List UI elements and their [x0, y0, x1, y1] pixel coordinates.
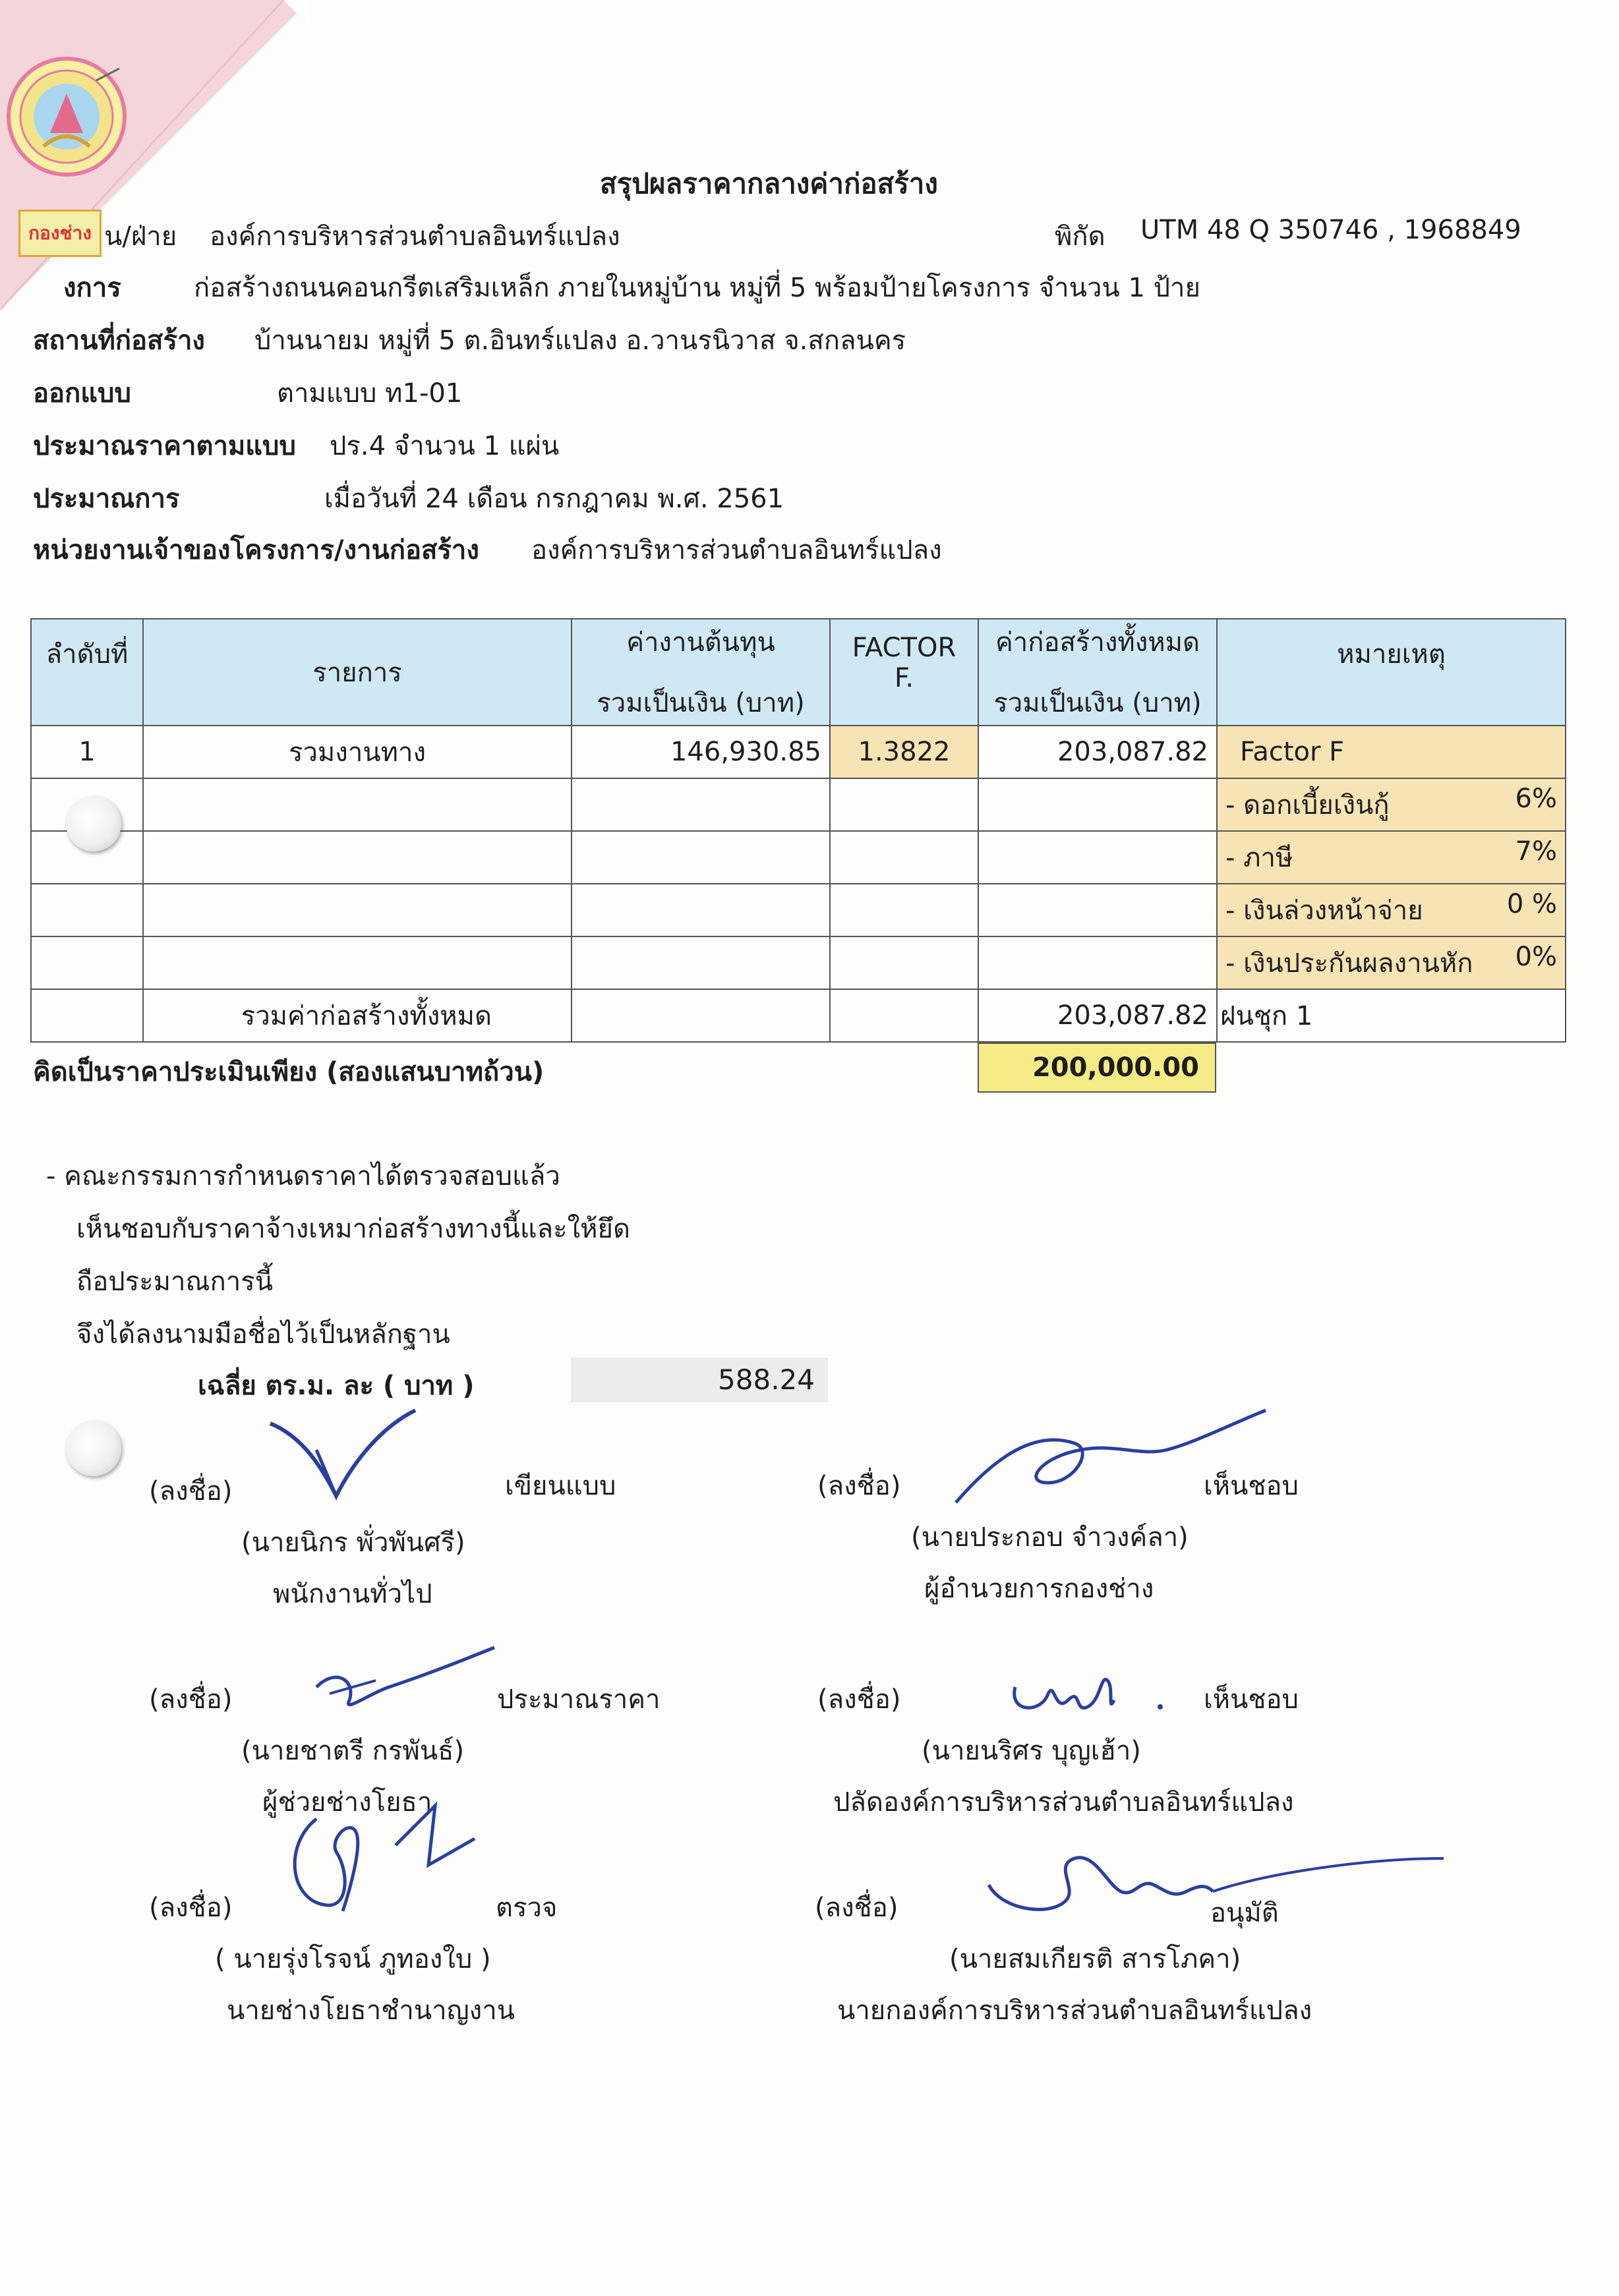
committee-line-2: เห็นชอบกับราคาจ้างเหมาก่อสร้างทางนี้และให้ยึด: [76, 1214, 630, 1244]
sign-position: ผู้ช่วยช่างโยธา: [262, 1787, 432, 1818]
sign-position: นายกองค์การบริหารส่วนตำบลอินทร์แปลง: [837, 1995, 1312, 2026]
sign-position: ผู้อำนวยการกองช่าง: [924, 1574, 1154, 1604]
table-row: [31, 884, 1566, 936]
punch-hole: [66, 796, 121, 851]
table-row: [31, 936, 1566, 989]
header-no: ลำดับที่: [31, 619, 143, 726]
table-total-row: [31, 989, 1566, 1042]
sign-role: เห็นชอบ: [1204, 1471, 1299, 1501]
committee-line-1: - คณะกรรมการกำหนดราคาได้ตรวจสอบแล้ว: [46, 1161, 560, 1191]
sign-name: (นายสมเกียรติ สารโภคา): [949, 1944, 1241, 1974]
total-row-remark: ฝนชุก 1: [1217, 989, 1566, 1042]
sign-name: (นายนิกร พั่วพันศรี): [241, 1528, 465, 1558]
header-total-line2: รวมเป็นเงิน (บาท): [993, 688, 1202, 718]
department-label: น/ฝ่าย: [104, 221, 177, 252]
sign-position: พนักงานทั่วไป: [273, 1579, 432, 1609]
signature-mark: [277, 1793, 488, 1924]
design-value: ตามแบบ ท1-01: [277, 378, 463, 409]
coordinate-label: พิกัด: [1055, 221, 1105, 252]
estimate-label: ประมาณการ: [33, 484, 180, 514]
row-item: รวมงานทาง: [143, 726, 572, 778]
cost-summary-table: [30, 618, 1566, 1043]
estimate-form-value: ปร.4 จำนวน 1 แผ่น: [330, 431, 560, 461]
remark-tax-label: - ภาษี: [1225, 843, 1293, 873]
sign-label: (ลงชื่อ): [149, 1684, 233, 1715]
header-factor: FACTOR F.: [830, 619, 978, 726]
organization-seal-icon: [4, 54, 129, 179]
remark-interest-label: - ดอกเบี้ยเงินกู้: [1225, 790, 1390, 820]
sign-label: (ลงชื่อ): [149, 1476, 233, 1507]
header-cost-line2: รวมเป็นเงิน (บาท): [597, 688, 805, 718]
sign-label: (ลงชื่อ): [817, 1684, 901, 1715]
document-title: สรุปผลราคากลางค่าก่อสร้าง: [600, 167, 938, 200]
remark-advance-value: 0 %: [1506, 889, 1557, 919]
remark-advance-label: - เงินล่วงหน้าจ่าย: [1225, 896, 1423, 926]
row-cost: 146,930.85: [572, 726, 830, 778]
sign-name: (นายประกอบ จำวงค์ลา): [911, 1522, 1189, 1553]
header-cost: [572, 619, 830, 726]
table-row: [31, 831, 1566, 884]
sign-name: (นายนริศร บุญเฮ้า): [922, 1736, 1141, 1766]
department-value: องค์การบริหารส่วนตำบลอินทร์แปลง: [210, 221, 620, 252]
sign-label: (ลงชื่อ): [815, 1893, 898, 1923]
project-label: งการ: [63, 273, 121, 303]
sign-name: (นายชาตรี กรพันธ์): [241, 1736, 465, 1766]
sign-position: นายช่างโยธาชำนาญงาน: [227, 1995, 515, 2026]
table-row: [31, 726, 1566, 778]
remark-guarantee: [1217, 936, 1566, 989]
signature-mark: [976, 1845, 1450, 1931]
signature-mark: [1002, 1661, 1187, 1727]
row-no: 1: [31, 726, 143, 778]
row-factor: 1.3822: [830, 726, 978, 778]
owner-label: หน่วยงานเจ้าของโครงการ/งานก่อสร้าง: [33, 535, 479, 565]
remark-interest-value: 6%: [1515, 784, 1557, 814]
signature-mark: [310, 1641, 501, 1720]
signature-mark: [264, 1404, 435, 1509]
average-label: เฉลี่ย ตร.ม. ละ ( บาท ): [198, 1371, 475, 1401]
header-item: รายการ: [143, 619, 572, 726]
remark-interest: [1217, 778, 1566, 831]
assessed-value: 200,000.00: [978, 1043, 1216, 1093]
site-label: สถานที่ก่อสร้าง: [33, 326, 205, 356]
table-header-row: [31, 619, 1566, 726]
table-row: [31, 778, 1566, 831]
remark-guarantee-value: 0%: [1515, 942, 1557, 972]
header-total: [978, 619, 1217, 726]
average-value: 588.24: [571, 1358, 828, 1402]
header-remark: หมายเหตุ: [1217, 619, 1566, 726]
remark-advance: [1217, 884, 1566, 936]
sign-position: ปลัดองค์การบริหารส่วนตำบลอินทร์แปลง: [833, 1787, 1294, 1818]
sign-role: เขียนแบบ: [505, 1471, 616, 1501]
estimate-date: เมื่อวันที่ 24 เดือน กรกฎาคม พ.ศ. 2561: [324, 484, 784, 514]
total-row-label: รวมค่าก่อสร้างทั้งหมด: [143, 989, 572, 1042]
sign-role: ประมาณราคา: [497, 1684, 661, 1715]
committee-line-3: ถือประมาณการนี้: [76, 1267, 274, 1297]
sign-name: ( นายรุ่งโรจน์ ภูทองใบ ): [215, 1944, 491, 1974]
row-total: 203,087.82: [978, 726, 1217, 778]
estimate-form-label: ประมาณราคาตามแบบ: [33, 431, 296, 461]
committee-line-4: จึงได้ลงนามมือชื่อไว้เป็นหลักฐาน: [76, 1319, 450, 1350]
department-stamp: กองช่าง: [18, 210, 102, 257]
remark-guarantee-label: - เงินประกันผลงานหัก: [1225, 948, 1473, 979]
header-cost-line1: ค่างานต้นทุน: [626, 627, 775, 658]
remark-factor-f: Factor F: [1217, 726, 1566, 778]
punch-hole: [66, 1421, 121, 1476]
sign-role: อนุมัติ: [1210, 1898, 1279, 1928]
sign-role: ตรวจ: [496, 1893, 558, 1923]
remark-tax: [1217, 831, 1566, 884]
project-value: ก่อสร้างถนนคอนกรีตเสริมเหล็ก ภายในหมู่บ้าน หมู่ที่ 5 พร้อมป้ายโครงการ จำนวน 1 ป้าย: [194, 273, 1200, 303]
sign-label: (ลงชื่อ): [149, 1893, 233, 1923]
owner-value: องค์การบริหารส่วนตำบลอินทร์แปลง: [531, 535, 942, 565]
site-value: บ้านนายม หมู่ที่ 5 ต.อินทร์แปลง อ.วานรนิวาส จ.สกลนคร: [254, 326, 906, 356]
total-row-total: 203,087.82: [978, 989, 1217, 1042]
sign-role: เห็นชอบ: [1204, 1684, 1299, 1715]
design-label: ออกแบบ: [33, 378, 131, 409]
header-total-line1: ค่าก่อสร้างทั้งหมด: [995, 627, 1200, 658]
signature-mark: [943, 1404, 1272, 1516]
coordinate-value: UTM 48 Q 350746 , 1968849: [1140, 215, 1521, 245]
remark-tax-value: 7%: [1515, 836, 1557, 867]
assessed-label: คิดเป็นราคาประเมินเพียง (สองแสนบาทถ้วน): [33, 1057, 545, 1087]
sign-label: (ลงชื่อ): [817, 1471, 901, 1501]
